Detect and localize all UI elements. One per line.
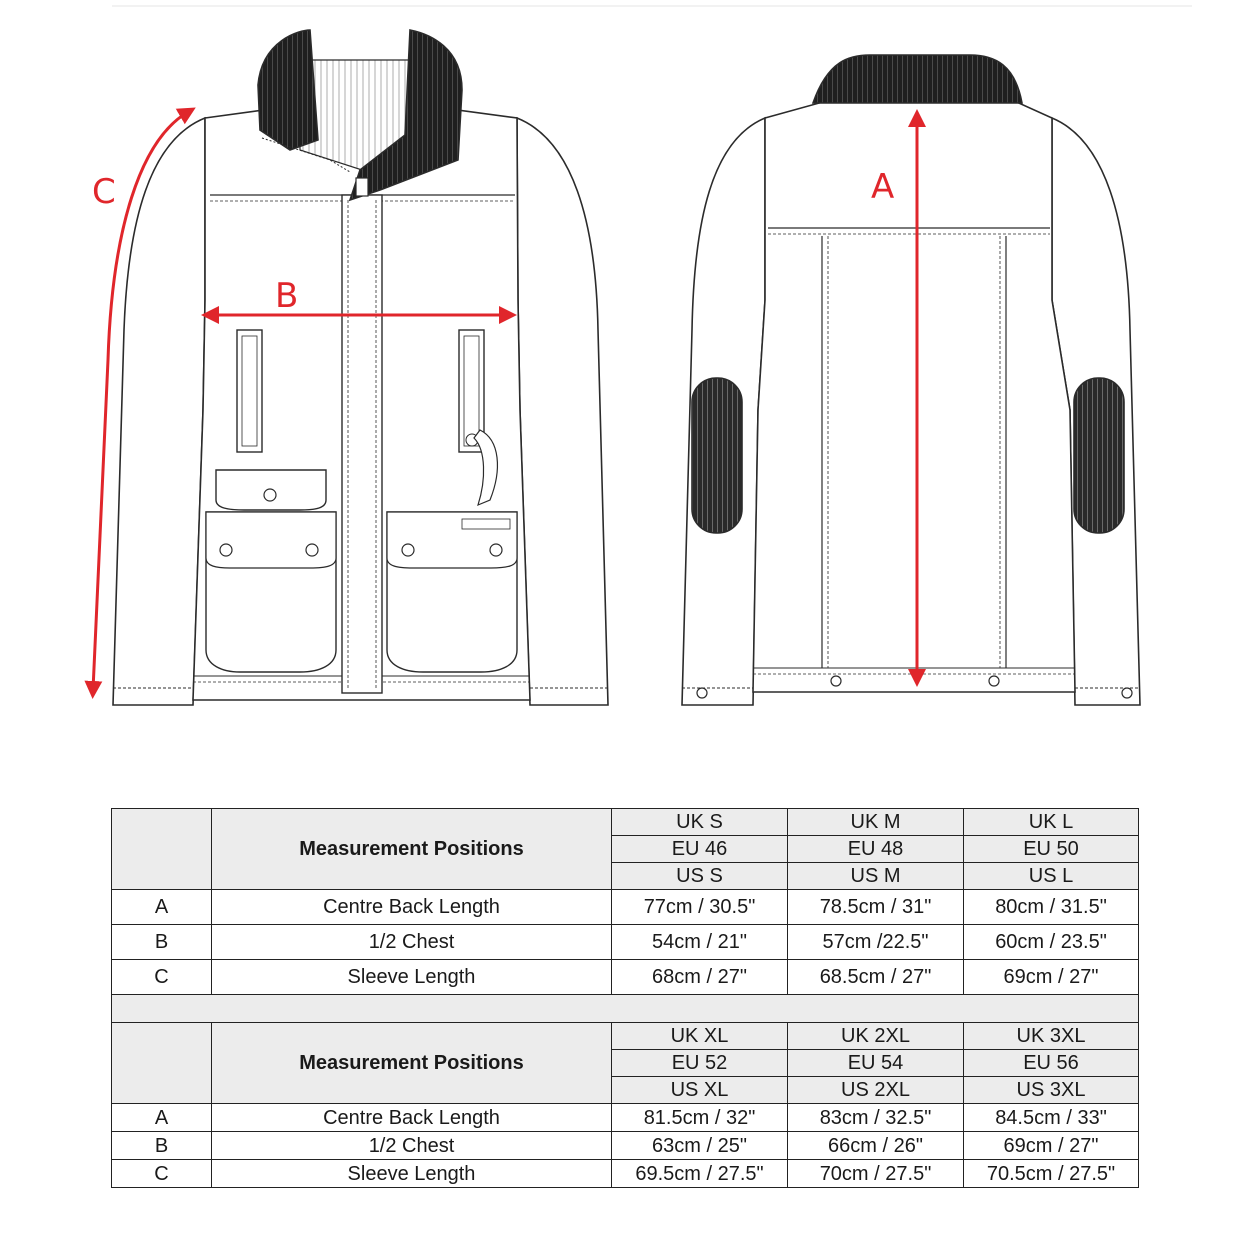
size-cell: EU 48 <box>788 836 964 863</box>
size-cell: UK L <box>964 809 1139 836</box>
value-cell: 57cm /22.5" <box>788 925 964 960</box>
value-cell: 68cm / 27" <box>612 960 788 995</box>
table1-header-label: Measurement Positions <box>212 809 612 890</box>
table2-corner <box>112 1023 212 1104</box>
size-cell: US S <box>612 863 788 890</box>
back-jacket <box>682 55 1140 705</box>
front-left-sleeve <box>113 118 205 705</box>
value-cell: 69cm / 27" <box>964 960 1139 995</box>
value-cell: 81.5cm / 32" <box>612 1104 788 1132</box>
label-b: B <box>275 276 299 316</box>
row-name: Sleeve Length <box>212 1160 612 1188</box>
value-cell: 63cm / 25" <box>612 1132 788 1160</box>
size-cell: US 3XL <box>964 1077 1139 1104</box>
label-c: C <box>92 172 116 212</box>
size-cell: UK XL <box>612 1023 788 1050</box>
front-collar <box>258 30 318 150</box>
size-cell: UK M <box>788 809 964 836</box>
value-cell: 77cm / 30.5" <box>612 890 788 925</box>
value-cell: 70cm / 27.5" <box>788 1160 964 1188</box>
size-cell: EU 54 <box>788 1050 964 1077</box>
size-cell: UK 2XL <box>788 1023 964 1050</box>
label-a: A <box>871 167 895 207</box>
row-key: A <box>112 890 212 925</box>
row-key: C <box>112 960 212 995</box>
table-row <box>112 960 1139 995</box>
row-key: C <box>112 1160 212 1188</box>
table1-corner <box>112 809 212 890</box>
table-row <box>112 1104 1139 1132</box>
row-name: Centre Back Length <box>212 1104 612 1132</box>
table-spacer-row <box>112 995 1139 1023</box>
back-collar <box>813 55 1022 103</box>
value-cell: 68.5cm / 27" <box>788 960 964 995</box>
back-body <box>753 100 1075 692</box>
size-cell: EU 56 <box>964 1050 1139 1077</box>
size-cell: EU 46 <box>612 836 788 863</box>
value-cell: 78.5cm / 31" <box>788 890 964 925</box>
row-name: Centre Back Length <box>212 890 612 925</box>
value-cell: 83cm / 32.5" <box>788 1104 964 1132</box>
value-cell: 70.5cm / 27.5" <box>964 1160 1139 1188</box>
elbow-patch-right <box>1074 378 1124 533</box>
value-cell: 69cm / 27" <box>964 1132 1139 1160</box>
size-chart-table <box>111 808 1139 1188</box>
table2-uk-row <box>112 1023 1139 1050</box>
table2-header-label: Measurement Positions <box>212 1023 612 1104</box>
value-cell: 66cm / 26" <box>788 1132 964 1160</box>
table1-uk-row <box>112 809 1139 836</box>
row-name: 1/2 Chest <box>212 925 612 960</box>
value-cell: 54cm / 21" <box>612 925 788 960</box>
row-key: A <box>112 1104 212 1132</box>
value-cell: 80cm / 31.5" <box>964 890 1139 925</box>
size-cell: US L <box>964 863 1139 890</box>
row-name: Sleeve Length <box>212 960 612 995</box>
elbow-patch-left <box>692 378 742 533</box>
size-cell: US XL <box>612 1077 788 1104</box>
logo-badge <box>462 519 510 529</box>
table-row <box>112 925 1139 960</box>
table-row <box>112 890 1139 925</box>
size-cell: US 2XL <box>788 1077 964 1104</box>
table-row <box>112 1160 1139 1188</box>
size-cell: EU 50 <box>964 836 1139 863</box>
value-cell: 69.5cm / 27.5" <box>612 1160 788 1188</box>
front-right-sleeve <box>517 118 608 705</box>
row-key: B <box>112 925 212 960</box>
spacer-cell <box>112 995 1139 1023</box>
row-key: B <box>112 1132 212 1160</box>
row-name: 1/2 Chest <box>212 1132 612 1160</box>
size-cell: UK S <box>612 809 788 836</box>
size-cell: UK 3XL <box>964 1023 1139 1050</box>
value-cell: 60cm / 23.5" <box>964 925 1139 960</box>
table-row <box>112 1132 1139 1160</box>
front-jacket <box>113 30 608 705</box>
value-cell: 84.5cm / 33" <box>964 1104 1139 1132</box>
size-cell: US M <box>788 863 964 890</box>
size-cell: EU 52 <box>612 1050 788 1077</box>
